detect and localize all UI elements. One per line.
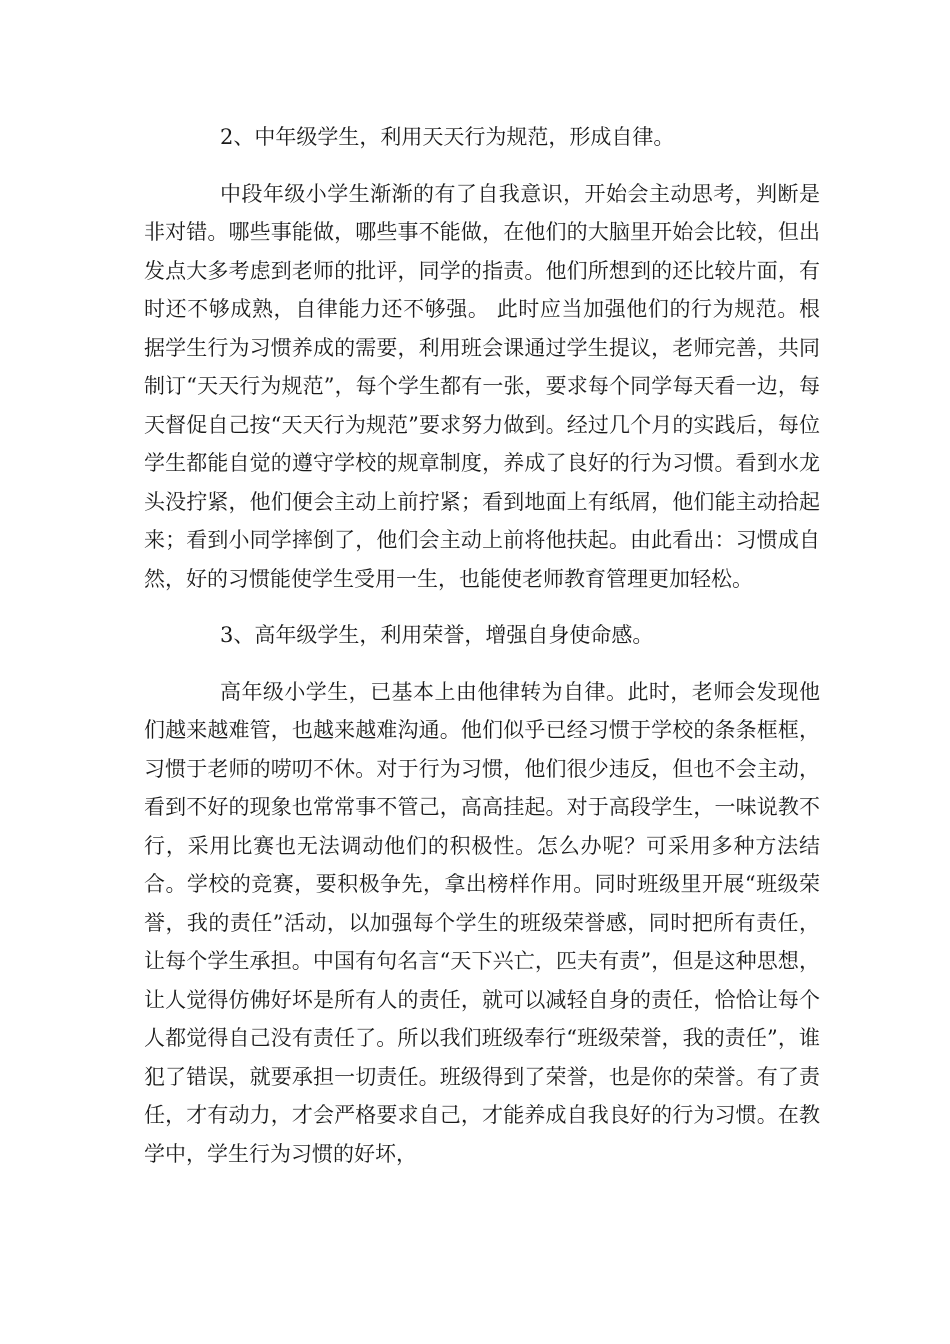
section-heading-3: 3、高年级学生，利用荣誉，增强自身使命感。: [220, 623, 654, 647]
section-paragraph-2: 中段年级小学生渐渐的有了自我意识，开始会主动思考，判断是非对错。哪些事能做，哪些事不能做，在他们的大脑里开始会比较，但出发点大多考虑到老师的批评，同学的指责。他们所想到的还比较片面，有时还不够成熟，自律能力还不够强。 此时应当加强他们的行为规范。根据学生行为习惯养成的需要，利用班会课通过学生提议，老师完善，共同制订“天天行为规范”，每个学生都有一张，要求每个同学每天看一边，每天督促自己按“天天行为规范”要求努力做到。经过几个月的实践后，每位学生都能自觉的遵守学校的规章制度，养成了良好的行为习惯。看到水龙头没拧紧，他们便会主动上前拧紧；看到地面上有纸屑，他们能主动拾起来；看到小同学摔倒了，他们会主动上前将他扶起。由此看出：习惯成自然，好的习惯能使学生受用一生，也能使老师教育管理更加轻松。: [144, 181, 820, 591]
section-paragraph-3: 高年级小学生，已基本上由他律转为自律。此时，老师会发现他们越来越难管，也越来越难沟通。他们似乎已经习惯于学校的条条框框，习惯于老师的唠叨不休。对于行为习惯，他们很少违反，但也不会主动，看到不好的现象也常常事不管己，高高挂起。对于高段学生，一味说教不行，采用比赛也无法调动他们的积极性。怎么办呢？可采用多种方法结合。学校的竞赛，要积极争先，拿出榜样作用。同时班级里开展“班级荣誉，我的责任”活动，以加强每个学生的班级荣誉感，同时把所有责任，让每个学生承担。中国有句名言“天下兴亡，匹夫有责”，但是这种思想，让人觉得仿佛好坏是所有人的责任，就可以减轻自身的责任，恰恰让每个人都觉得自己没有责任了。所以我们班级奉行“班级荣誉，我的责任”，谁犯了错误，就要承担一切责任。班级得到了荣誉，也是你的荣誉。有了责任，才有动力，才会严格要求自己，才能养成自我良好的行为习惯。在教学中，学生行为习惯的好坏，: [144, 679, 820, 1166]
document-body: [144, 118, 820, 1191]
section-heading-2: 2、中年级学生，利用天天行为规范，形成自律。: [220, 125, 675, 149]
